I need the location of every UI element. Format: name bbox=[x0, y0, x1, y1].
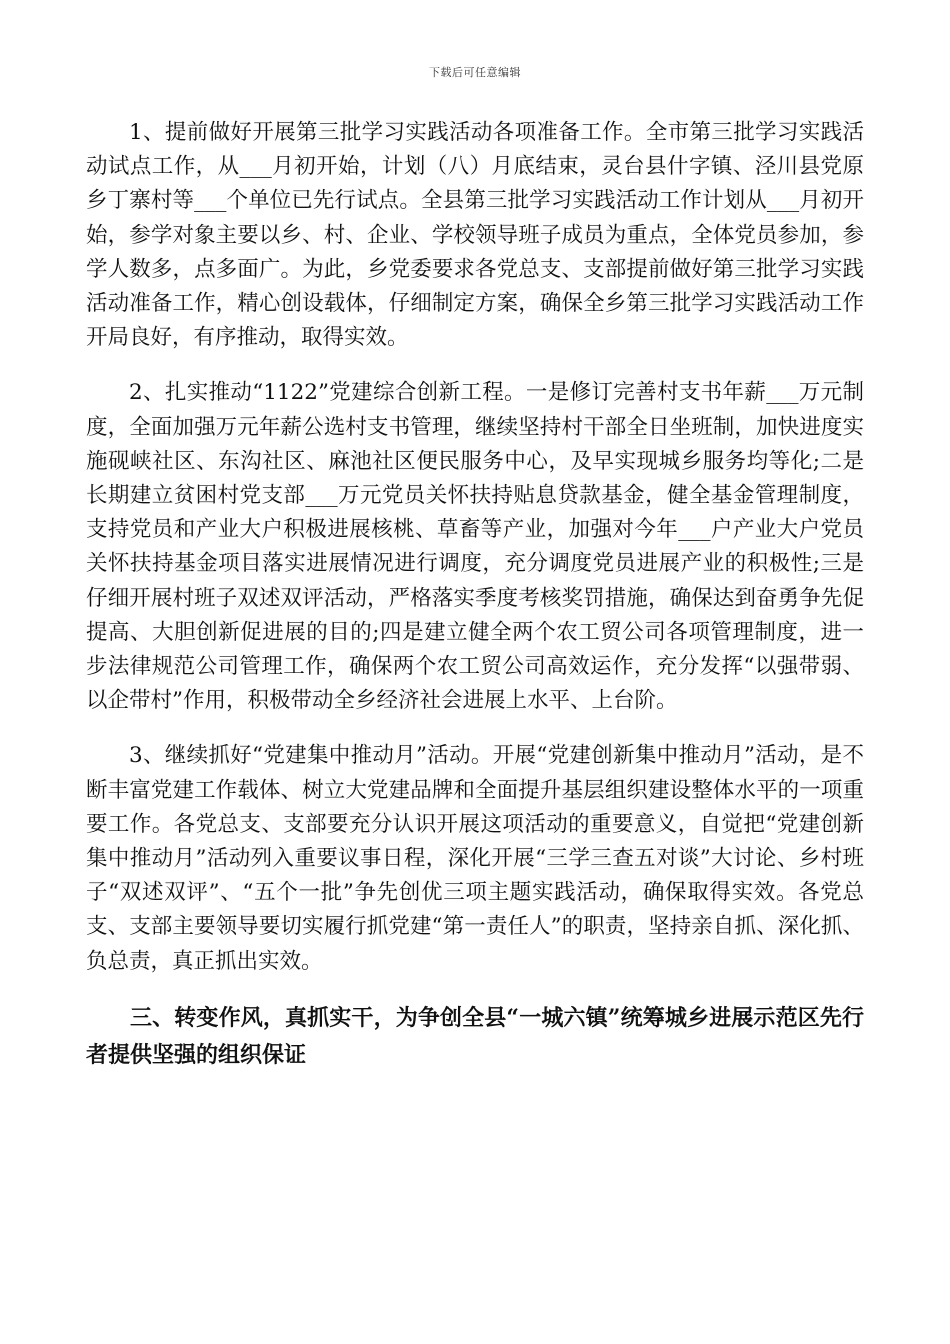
section-heading: 三、转变作风，真抓实干，为争创全县“一城六镇”统筹城乡进展示范区先行者提供坚强的组织保证 bbox=[86, 1004, 864, 1068]
paragraph-1: 1、提前做好开展第三批学习实践活动各项准备工作。全市第三批学习实践活动试点工作，从___月初开始，计划（八）月底结束，灵台县什字镇、泾川县党原乡丁寨村等___个单位已先行试点。全县第三批学习实践活动工作计划从___月初开始，参学对象主要以乡、村、企业、学校领导班子成员为重点，全体党员参加，参学人数多，点多面广。为此，乡党委要求各党总支、支部提前做好第三批学习实践活动准备工作，精心创设载体，仔细制定方案，确保全乡第三批学习实践活动工作开局良好，有序推动，取得实效。 bbox=[86, 120, 864, 351]
paragraph-3: 3、继续抓好“党建集中推动月”活动。开展“党建创新集中推动月”活动，是不断丰富党建工作载体、树立大党建品牌和全面提升基层组织建设整体水平的一项重要工作。各党总支、支部要充分认识开展这项活动的重要意义，自觉把“党建创新集中推动月”活动列入重要议事日程，深化开展“三学三查五对谈”大讨论、乡村班子“双述双评”、“五个一批”争先创优三项主题实践活动，确保取得实效。各党总支、支部主要领导要切实履行抓党建“第一责任人”的职责，坚持亲自抓、深化抓、负总责，真正抓出实效。 bbox=[86, 743, 864, 974]
paragraph-2: 2、扎实推动“1122”党建综合创新工程。一是修订完善村支书年薪___万元制度，全面加强万元年薪公选村支书管理，继续坚持村干部全日坐班制，加快进度实施砚峡社区、东沟社区、麻池社区便民服务中心，及早实现城乡服务均等化;二是长期建立贫困村党支部___万元党员关怀扶持贴息贷款基金，健全基金管理制度，支持党员和产业大户积极进展核桃、草畜等产业，加强对今年___户产业大户党员关怀扶持基金项目落实进展情况进行调度，充分调度党员进展产业的积极性;三是仔细开展村班子双述双评活动，严格落实季度考核奖罚措施，确保达到奋勇争先促提高、大胆创新促进展的目的;四是建立健全两个农工贸公司各项管理制度，进一步法律规范公司管理工作，确保两个农工贸公司高效运作，充分发挥“以强带弱、以企带村”作用，积极带动全乡经济社会进展上水平、上台阶。 bbox=[86, 380, 864, 714]
page-header-note: 下载后可任意编辑 bbox=[429, 66, 521, 79]
document-body bbox=[86, 116, 864, 1074]
